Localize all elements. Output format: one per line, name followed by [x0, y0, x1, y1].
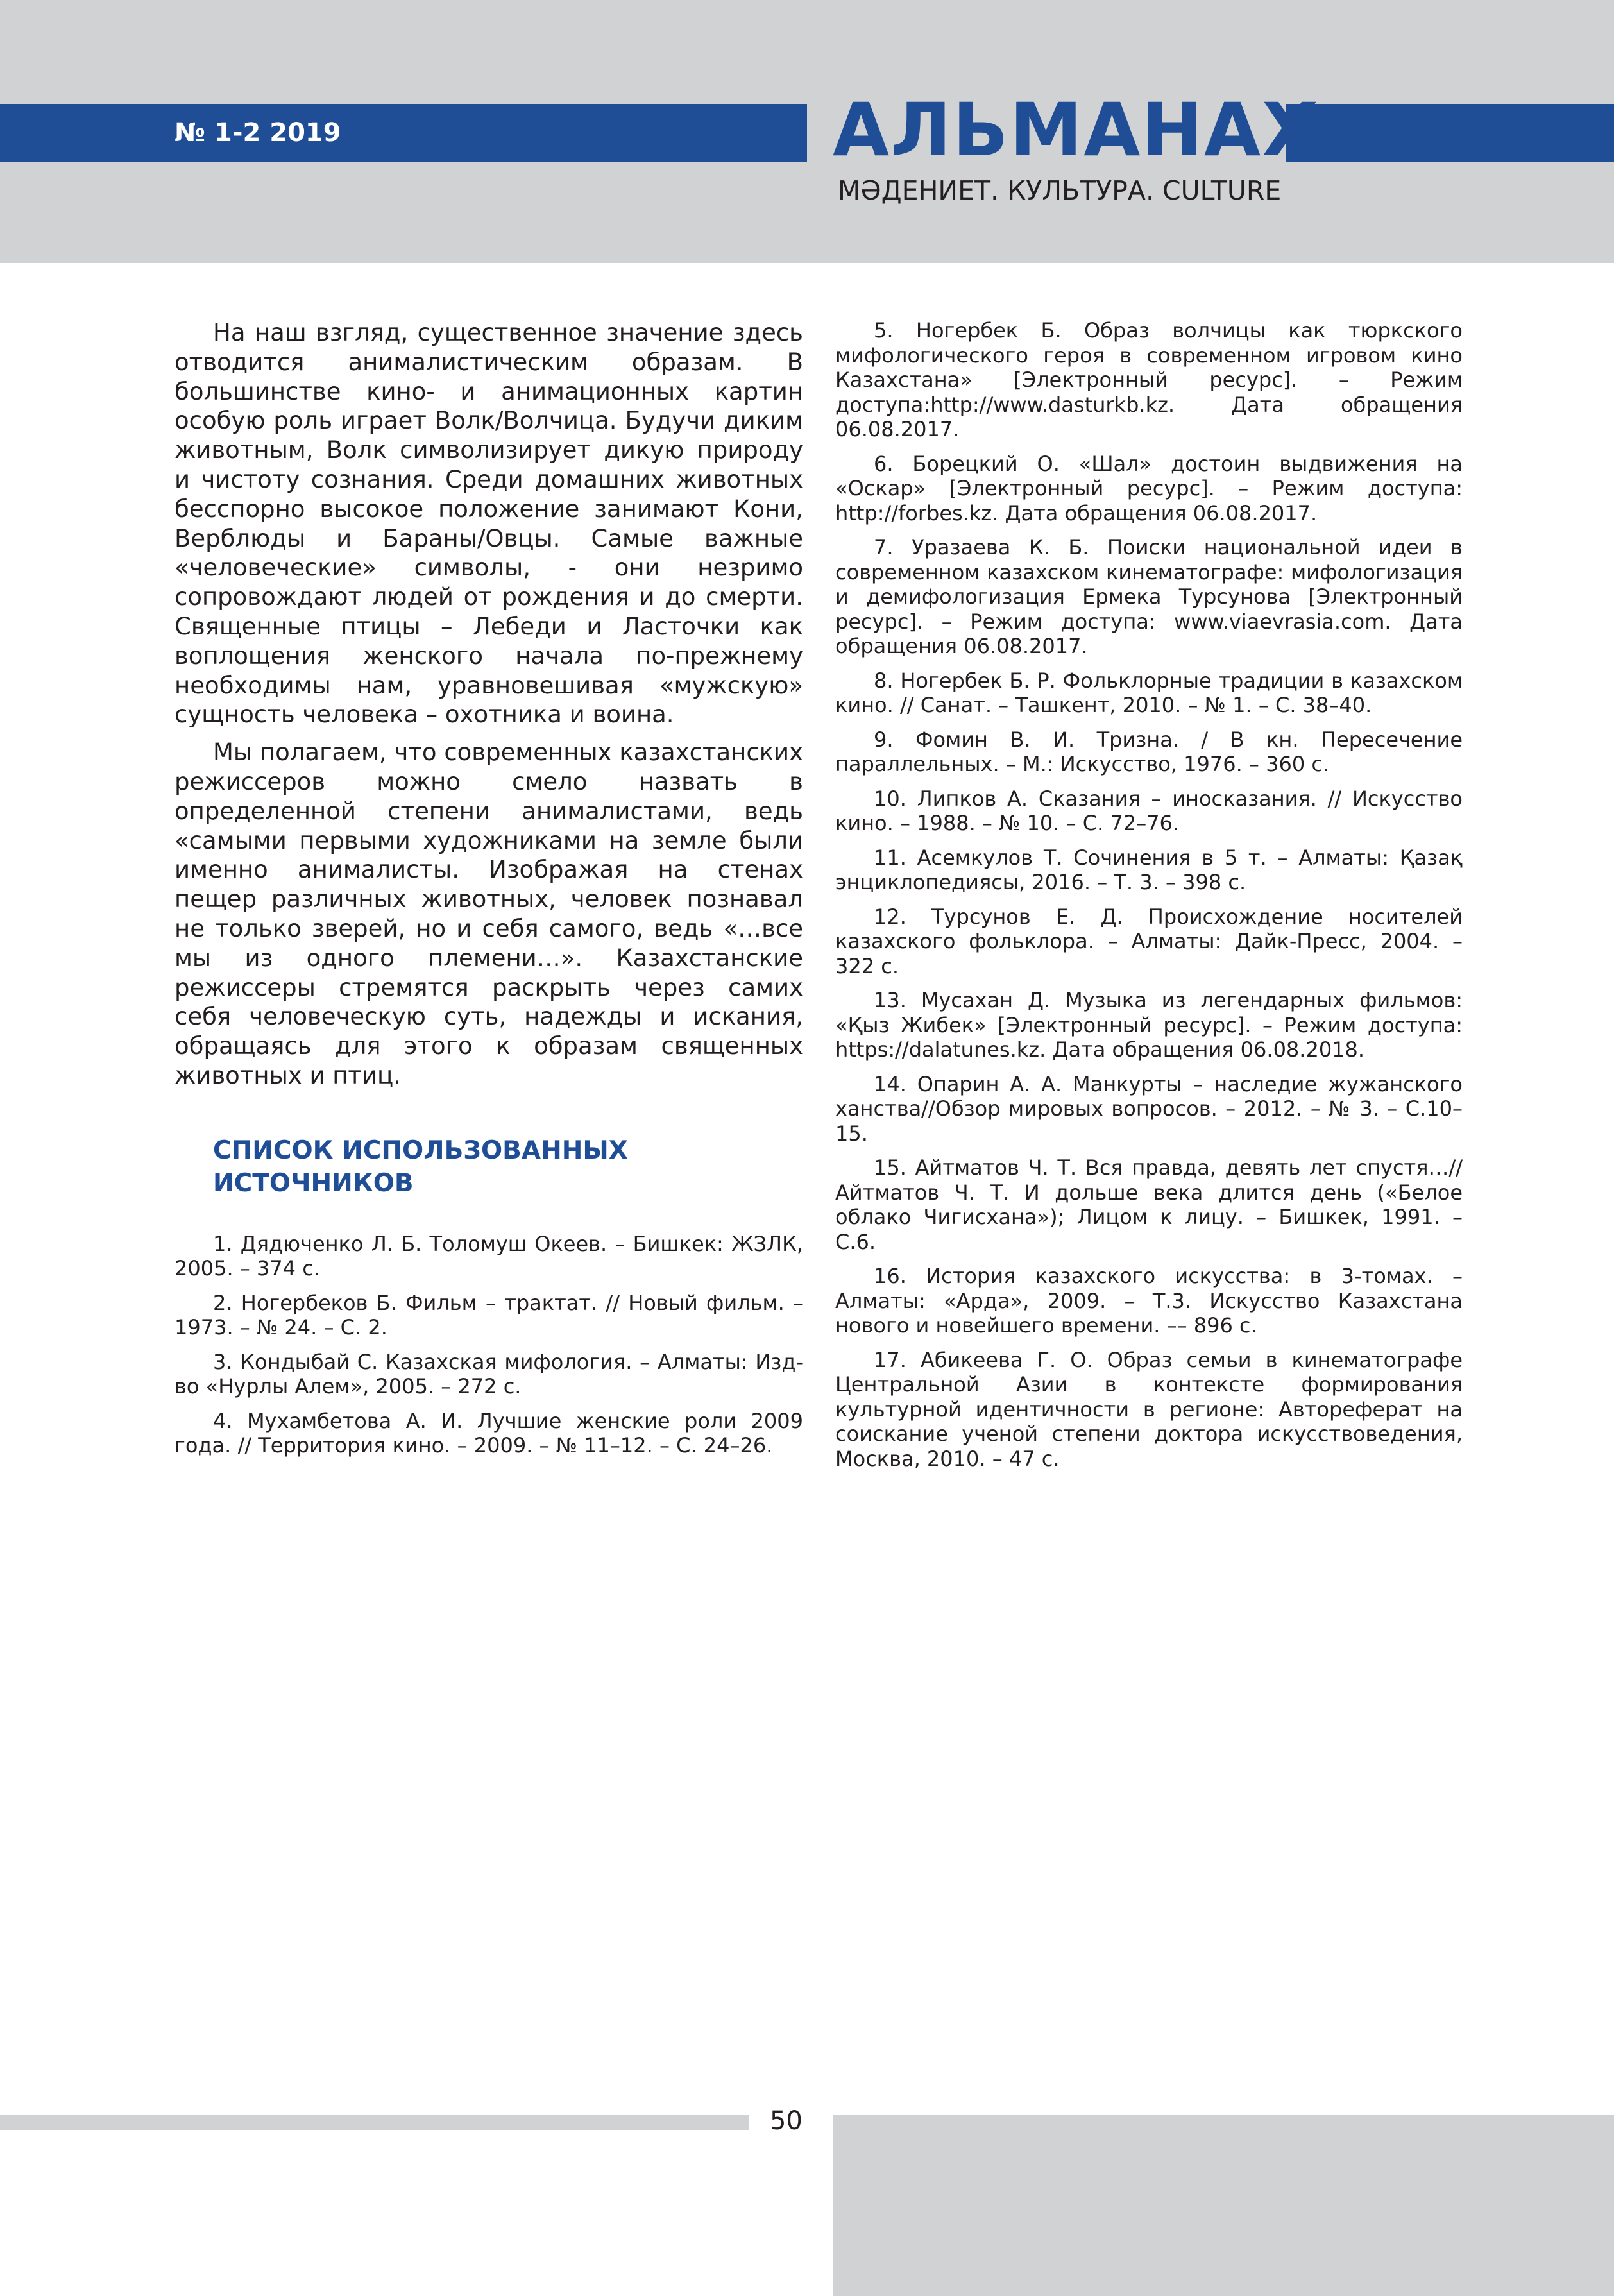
- right-column: [835, 318, 1463, 1481]
- magazine-subtitle: МӘДЕНИЕТ. КУЛЬТУРА. CULTURE: [838, 175, 1282, 206]
- reference-item: 11. Асемкулов Т. Сочинения в 5 т. – Алматы: Қазақ энциклопедиясы, 2016. – Т. 3. – 398 с.: [835, 845, 1463, 894]
- reference-item: 10. Липков А. Сказания – иносказания. // Искусство кино. – 1988. – № 10. – С. 72–76.: [835, 786, 1463, 835]
- reference-item: 14. Опарин А. А. Манкурты – наследие жужанского ханства//Обзор мировых вопросов. – 2012. – № 3. – С.10–15.: [835, 1071, 1463, 1146]
- left-column: [174, 318, 803, 1468]
- footer-block-right: [833, 2115, 1614, 2296]
- reference-item: 5. Ногербек Б. Образ волчицы как тюркского мифологического героя в современном игровом кино Казахстана» [Электронный ресурс]. – Режим доступа:http://www.dasturkb.kz. Дата обращения 06.08.2017.: [835, 318, 1463, 441]
- reference-item: 9. Фомин В. И. Тризна. / В кн. Пересечение параллельных. – М.: Искусство, 1976. – 360 с.: [835, 727, 1463, 776]
- reference-item: 8. Ногербек Б. Р. Фольклорные традиции в казахском кино. // Санат. – Ташкент, 2010. – № 1. – С. 38–40.: [835, 668, 1463, 717]
- title-accent-bar: [1286, 104, 1614, 162]
- footer-bar-left: [0, 2115, 749, 2130]
- reference-item: 16. История казахского искусства: в 3-томах. – Алматы: «Арда», 2009. – Т.3. Искусство Казахстана нового и новейшего времени. –– 896 с.: [835, 1264, 1463, 1338]
- reference-item: 3. Кондыбай С. Казахская мифология. – Алматы: Изд-во «Нурлы Алем», 2005. – 272 с.: [174, 1349, 803, 1399]
- reference-item: 15. Айтматов Ч. Т. Вся правда, девять лет спустя…// Айтматов Ч. Т. И дольше века длится день («Белое облако Чигисхана»); Лицом к лицу. – Бишкек, 1991. – С.6.: [835, 1155, 1463, 1254]
- issue-number: № 1-2 2019: [174, 118, 341, 148]
- issue-bar: [0, 104, 807, 162]
- references-heading: СПИСОК ИСПОЛЬЗОВАННЫХ ИСТОЧНИКОВ: [213, 1135, 628, 1198]
- body-paragraph: Мы полагаем, что современных казахстанских режиссеров можно смело назвать в определенной степени анималистами, ведь «самыми первыми художниками на земле были именно анималисты. Изображая на стенах пещер различных животных, человек познавал не только зверей, но и себя самого, ведь «…все мы из одного племени…». Казахстанские режиссеры стремятся раскрыть через самих себя человеческую суть, надежды и искания, обращаясь для этого к образам священных животных и птиц.: [174, 738, 803, 1089]
- reference-item: 2. Ногербеков Б. Фильм – трактат. // Новый фильм. – 1973. – № 24. – С. 2.: [174, 1290, 803, 1340]
- body-paragraph: На наш взгляд, существенное значение здесь отводится анималистическим образам. В большинстве кино- и анимационных картин особую роль играет Волк/Волчица. Будучи диким животным, Волк символизирует дикую природу и чистоту сознания. Среди домашних животных бесспорно высокое положение занимают Кони, Верблюды и Бараны/Овцы. Самые важные «человеческие» символы, - они незримо сопровождают людей от рождения и до смерти. Священные птицы – Лебеди и Ласточки как воплощения женского начала по-прежнему необходимы нам, уравновешивая «мужскую» сущность человека – охотника и воина.: [174, 319, 803, 729]
- page-number: 50: [770, 2106, 803, 2136]
- reference-item: 1. Дядюченко Л. Б. Толомуш Океев. – Бишкек: ЖЗЛК, 2005. – 374 с.: [174, 1231, 803, 1281]
- reference-item: 6. Борецкий О. «Шал» достоин выдвижения на «Оскар» [Электронный ресурс]. – Режим доступа: http://forbes.kz. Дата обращения 06.08.2017.: [835, 451, 1463, 525]
- reference-item: 7. Уразаева К. Б. Поиски национальной идеи в современном казахском кинематографе: мифологизация и демифологизация Ермека Турсунова [Электронный ресурс]. – Режим доступа: www.viaevrasia.com. Дата обращения 06.08.2017.: [835, 535, 1463, 658]
- magazine-title: АЛЬМАНАХ: [833, 87, 1320, 173]
- reference-item: 4. Мухамбетова А. И. Лучшие женские роли 2009 года. // Территория кино. – 2009. – № 11–12. – С. 24–26.: [174, 1408, 803, 1458]
- reference-item: 12. Турсунов Е. Д. Происхождение носителей казахского фольклора. – Алматы: Дайк-Пресс, 2004. – 322 с.: [835, 904, 1463, 978]
- reference-item: 13. Мусахан Д. Музыка из легендарных фильмов: «Қыз Жибек» [Электронный ресурс]. – Режим доступа: https://dalatunes.kz. Дата обращения 06.08.2018.: [835, 988, 1463, 1062]
- reference-item: 17. Абикеева Г. О. Образ семьи в кинематографе Центральной Азии в контексте формирования культурной идентичности в регионе: Автореферат на соискание ученой степени доктора искусствоведения, Москва, 2010. – 47 с.: [835, 1347, 1463, 1471]
